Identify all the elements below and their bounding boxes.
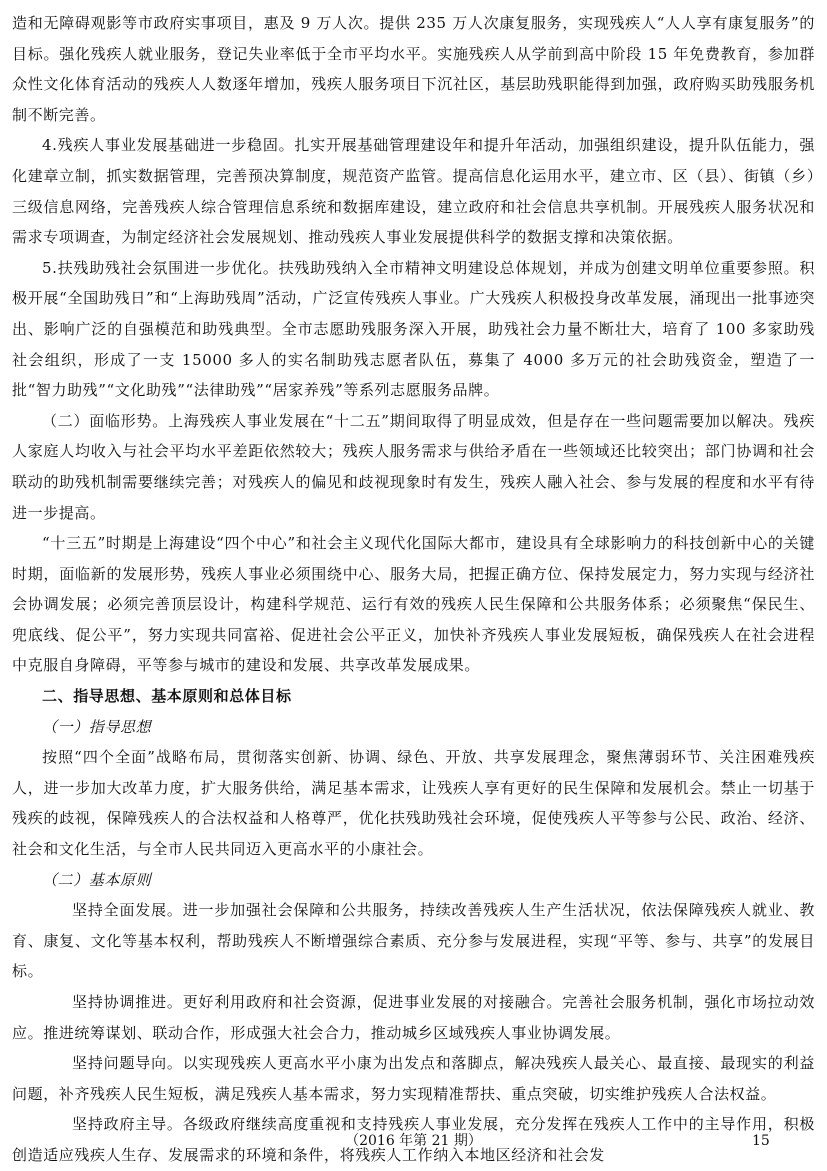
paragraph-thirteenth-five: “十三五”时期是上海建设“四个中心”和社会主义现代化国际大都市，建设具有全球影响力的科技创新中心的关键时期，面临新的发展形势，残疾人事业必须围绕中心、服务大局，把握正确方位、保持发展定力，努力实现与经济社会协调发展；必须完善顶层设计，构建科学规范、运行有效的残疾人民生保障和公共服务体系；必须聚焦“保民生、兜底线、促公平”，努力实现共同富裕、促进社会公平正义，加快补齐残疾人事业发展短板，确保残疾人在社会进程中克服自身障碍，平等参与城市的建设和发展、共享改革发展成果。 [12,534,815,675]
section-heading: 二、指导思想、基本原则和总体目标 [42,687,292,706]
principle-coordination: 坚持协调推进。更好利用政府和社会资源，促进事业发展的对接融合。完善社会服务机制，强化市场拉动效应。推进统筹谋划、联动合作，形成强大社会合力，推动城乡区域残疾人事业协调发展。 [12,993,815,1042]
principle-comprehensive: 坚持全面发展。进一步加强社会保障和公共服务，持续改善残疾人生产生活状况，依法保障残疾人就业、教育、康复、文化等基本权利，帮助残疾人不断增强综合素质、充分参与发展进程，实现“平等、参与、共享”的发展目标。 [12,901,815,981]
paragraph-item-5: 5.扶残助残社会氛围进一步优化。扶残助残纳入全市精神文明建设总体规划，并成为创建文明单位重要参照。积极开展“全国助残日”和“上海助残周”活动，广泛宣传残疾人事业。广大残疾人积极投身改革发展，涌现出一批事迹突出、影响广泛的自强模范和助残典型。全市志愿助残服务深入开展，助残社会力量不断壮大，培育了 100 多家助残社会组织，形成了一支 15000 多人的实名制助残志愿者队伍，募集了 4000 多万元的社会助残资金，塑造了一批“智力助残”“文化助残”“法律助残”“居家养残”等系列志愿服务品牌。 [12,258,815,400]
subsection-principles-label: （二）基本原则 [42,870,152,889]
page-number: 15 [752,1133,770,1149]
paragraph-item-4: 4.残疾人事业发展基础进一步稳固。扎实开展基础管理建设年和提升年活动，加强组织建设，提升队伍能力，强化建章立制，抓实数据管理，完善预决算制度，规范资产监管。提高信息化运用水平，建立市、区（县）、街镇（乡）三级信息网络，完善残疾人综合管理信息系统和数据库建设，建立政府和社会信息共享机制。开展残疾人服务状况和需求专项调查，为制定经济社会发展规划、推动残疾人事业发展提供科学的数据支撑和决策依据。 [12,136,815,247]
document-body [12,8,815,1171]
paragraph-situation: （二）面临形势。上海残疾人事业发展在“十二五”期间取得了明显成效，但是存在一些问题需要加以解决。残疾人家庭人均收入与社会平均水平差距依然较大；残疾人服务需求与供给矛盾在一些领域还比较突出；部门协调和社会联动的助残机制需要继续完善；对残疾人的偏见和歧视现象时有发生，残疾人融入社会、参与发展的程度和水平有待进一步提高。 [12,411,815,522]
paragraph-guiding-thought: 按照“四个全面”战略布局，贯彻落实创新、协调、绿色、开放、共享发展理念，聚焦薄弱环节、关注困难残疾人，进一步加大改革力度，扩大服务供给，满足基本需求，让残疾人享有更好的民生保障和发展机会。禁止一切基于残疾的歧视，保障残疾人的合法权益和人格尊严，优化扶残助残社会环境，促使残疾人平等参与公民、政治、经济、社会和文化生活，与全市人民共同迈入更高水平的小康社会。 [12,748,815,859]
principle-government-led: 坚持政府主导。各级政府继续高度重视和支持残疾人事业发展，充分发挥在残疾人工作中的主导作用，积极创造适应残疾人生存、发展需求的环境和条件，将残疾人工作纳入本地区经济和社会发 [12,1115,815,1164]
page-footer [0,1130,827,1152]
subsection-guiding-label: （一）指导思想 [42,717,152,736]
principle-problem-oriented: 坚持问题导向。以实现残疾人更高水平小康为出发点和落脚点，解决残疾人最关心、最直接、最现实的利益问题，补齐残疾人民生短板，满足残疾人基本需求，努力实现精准帮扶、重点突破，切实维护残疾人合法权益。 [12,1054,815,1103]
issue-label: （2016 年第 21 期） [345,1133,482,1149]
paragraph-continuation: 造和无障碍观影等市政府实事项目，惠及 9 万人次。提供 235 万人次康复服务，实现残疾人“人人享有康复服务”的目标。强化残疾人就业服务，登记失业率低于全市平均水平。实施残疾人从学前到高中阶段 15 年免费教育，参加群众性文化体育活动的残疾人人数逐年增加，残疾人服务项目下沉社区，基层助残职能得到加强，政府购买助残服务机制不断完善。 [12,14,815,124]
